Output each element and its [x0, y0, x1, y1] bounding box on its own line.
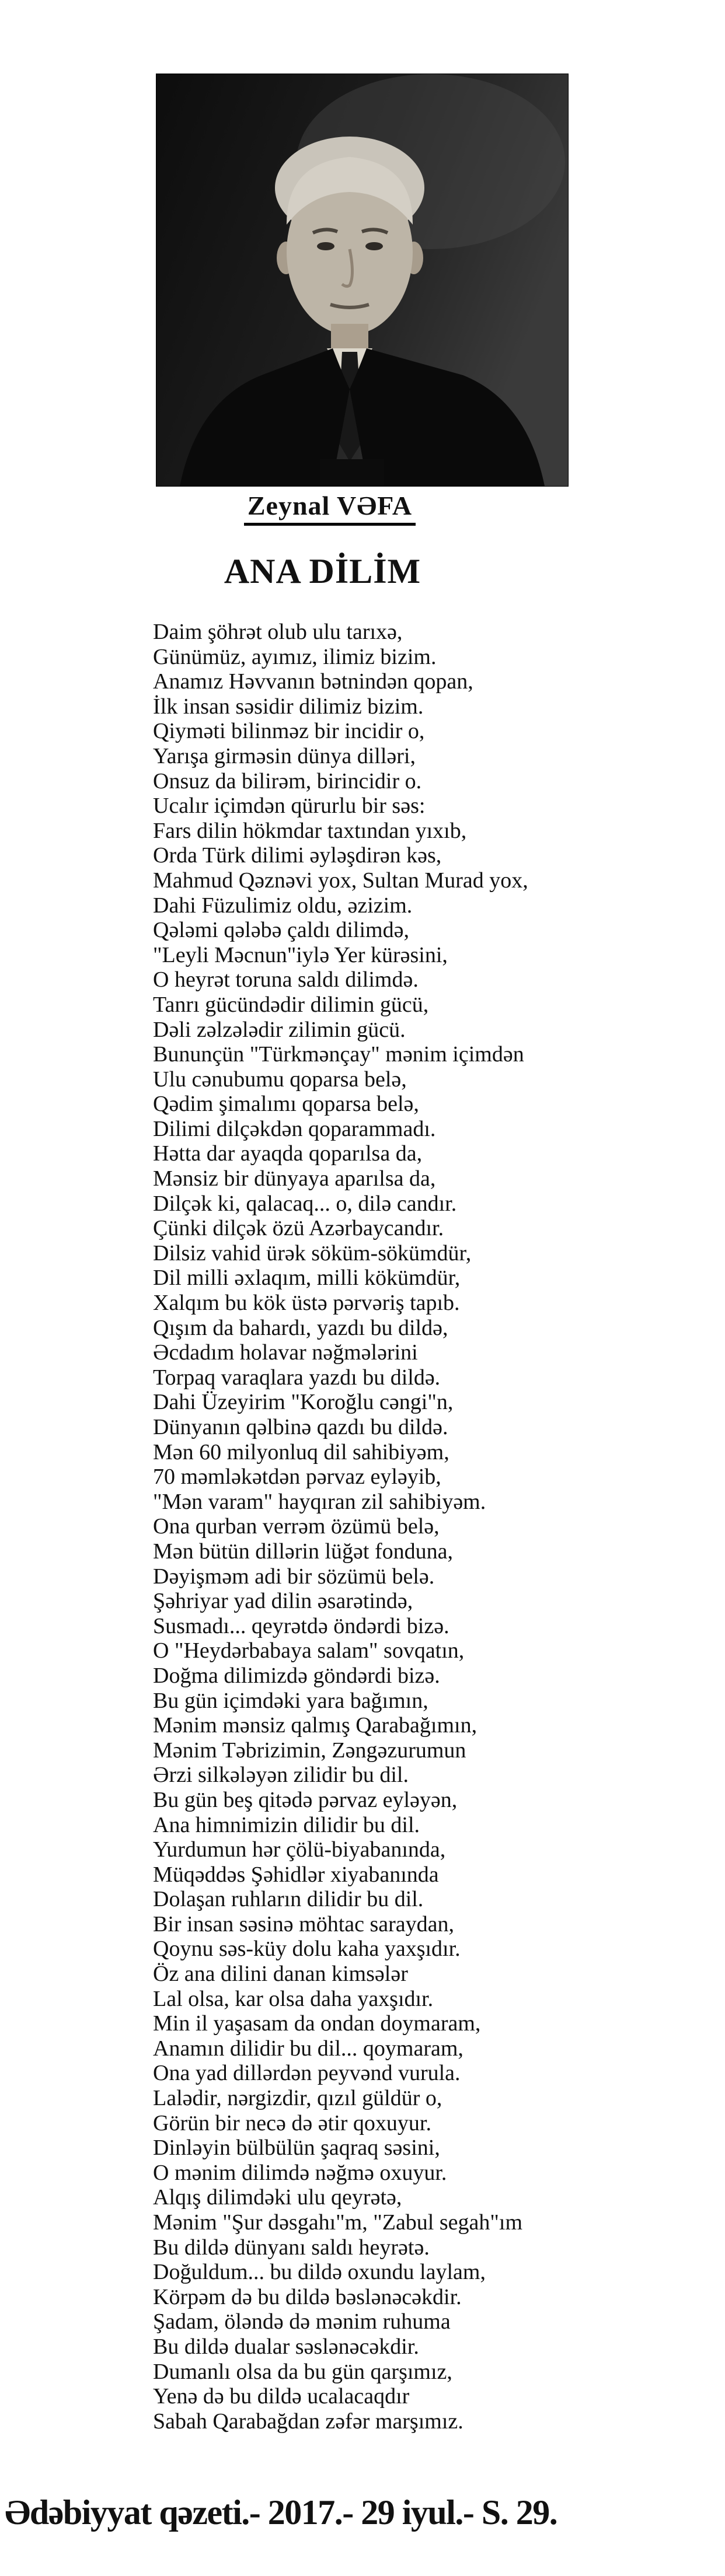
poem-line: "Leyli Məcnun"iylə Yer kürəsini,	[153, 942, 448, 967]
poem-line: Şəhriyar yad dilin əsarətində,	[153, 1589, 413, 1614]
poem-line: Mənim "Şur dəsgahı"m, "Zabul segah"ım	[153, 2210, 523, 2235]
poem-title: ANA DİLİM	[224, 552, 421, 590]
citation-footer: Ədəbiyyat qəzeti.- 2017.- 29 iyul.- S. 29.	[5, 2493, 557, 2532]
poem-line: Bu gün içimdəki yara bağımın,	[153, 1688, 428, 1713]
poem-line: Əcdadım holavar nəğmələrini	[153, 1340, 418, 1365]
poem-line: Dolaşan ruhların dilidir bu dil.	[153, 1887, 424, 1912]
poem-line: Lalədir, nərgizdir, qızıl güldür o,	[153, 2086, 442, 2111]
poem-line: Doğuldum... bu dildə oxundu laylam,	[153, 2260, 486, 2285]
poem-line: Yurdumun hər çölü-biyabanında,	[153, 1837, 446, 1862]
poem-line: O mənim dilimdə nəğmə oxuyur.	[153, 2160, 447, 2185]
poem-line: Günümüz, ayımız, ilimiz bizim.	[153, 644, 437, 669]
poem-line: Xalqım bu kök üstə pərvəriş tapıb.	[153, 1291, 460, 1316]
poem-line: Qədim şimalımı qoparsa belə,	[153, 1092, 419, 1117]
poem-line: Doğma dilimizdə göndərdi bizə.	[153, 1663, 440, 1688]
poem-line: Daim şöhrət olub ulu tarıxə,	[153, 620, 403, 644]
suit-center	[320, 459, 384, 486]
poem-line: Öz ana dilini danan kimsələr	[153, 1962, 408, 1987]
poem-line: Yarışa girməsin dünya dilləri,	[153, 743, 416, 768]
poem-line: "Mən varam" hayqıran zil sahibiyəm.	[153, 1489, 486, 1514]
poem-line: Tanrı gücündədir dilimin gücü,	[153, 992, 429, 1017]
poem-line: Mənim mənsiz qalmış Qarabağımın,	[153, 1713, 477, 1738]
poem-line: Ulu cənubumu qoparsa belə,	[153, 1067, 407, 1092]
poem-line: Onsuz da bilirəm, birincidir o.	[153, 768, 422, 794]
poem-line: Dilçək ki, qalacaq... o, dilə candır.	[153, 1191, 457, 1216]
poem-line: Qələmi qələbə çaldı dilimdə,	[153, 918, 409, 943]
poem-line: Dahi Füzulimiz oldu, əzizim.	[153, 893, 413, 918]
eye-right	[365, 242, 383, 250]
poem-line: Ərzi silkələyən zilidir bu dil.	[153, 1763, 409, 1788]
author-name-text: Zeynal VƏFA	[244, 490, 416, 526]
poem-line: Bu dildə dualar səslənəcəkdir.	[153, 2334, 419, 2359]
poem-line: Körpəm də bu dildə bəslənəcəkdir.	[153, 2284, 462, 2309]
poem-line: Çünki dilçək özü Azərbaycandır.	[153, 1216, 444, 1241]
poem-line: Qışım da bahardı, yazdı bu dildə,	[153, 1315, 448, 1340]
poem-line: Hətta dar ayaqda qoparılsa da,	[153, 1141, 423, 1166]
poem-line: Ana himnimizin dilidir bu dil.	[153, 1812, 420, 1837]
poem-line: Ucalır içimdən qürurlu bir səs:	[153, 794, 426, 819]
poem-line: Dünyanın qəlbinə qazdı bu dildə.	[153, 1415, 448, 1439]
author-name	[0, 490, 660, 526]
poem-body	[153, 620, 696, 2434]
poem-line: Mənim Təbrizimin, Zəngəzurumun	[153, 1738, 466, 1763]
poem-line: Fars dilin hökmdar taxtından yıxıb,	[153, 818, 467, 843]
poem-line: Bu dildə dünyanı saldı heyrətə.	[153, 2235, 430, 2260]
poem-line: Lal olsa, kar olsa daha yaxşıdır.	[153, 1986, 434, 2011]
poem-line: Alqış dilimdəki ulu qeyrətə,	[153, 2185, 402, 2210]
poem-line: Mənsiz bir dünyaya aparılsa da,	[153, 1166, 436, 1191]
poem-line: Qiyməti bilinməz bir incidir o,	[153, 719, 425, 744]
poem-line: Görün bir necə də ətir qoxuyur.	[153, 2110, 431, 2135]
poem-line: Torpaq varaqlara yazdı bu dildə.	[153, 1365, 441, 1390]
poem-line: Dumanlı olsa da bu gün qarşımız,	[153, 2359, 452, 2384]
poem-line: 70 məmləkətdən pərvaz eyləyib,	[153, 1464, 441, 1490]
poem-line: İlk insan səsidir dilimiz bizim.	[153, 694, 424, 719]
poem-line: Dahi Üzeyirim "Koroğlu cəngi"n,	[153, 1390, 454, 1415]
poem-line: Bu gün beş qitədə pərvaz eyləyən,	[153, 1787, 458, 1812]
eye-left	[317, 242, 334, 250]
poem-line: Müqəddəs Şəhidlər xiyabanında	[153, 1862, 439, 1887]
portrait-photo-placeholder	[156, 74, 568, 486]
poem-line: Dilimi dilçəkdən qoparammadı.	[153, 1116, 436, 1141]
poem-line: Susmadı... qeyrətdə öndərdi bizə.	[153, 1613, 449, 1638]
poem-line: Sabah Qarabağdan zəfər marşımız.	[153, 2409, 463, 2434]
poem-line: O heyrət toruna saldı dilimdə.	[153, 967, 419, 992]
poem-line: Yenə də bu dildə ucalacaqdır	[153, 2384, 410, 2409]
author-portrait-photo	[156, 74, 568, 486]
poem-line: Mahmud Qəznəvi yox, Sultan Murad yox,	[153, 868, 528, 893]
poem-line: Dəyişməm adi bir sözümü belə.	[153, 1564, 435, 1589]
poem-line: Dinləyin bülbülün şaqraq səsini,	[153, 2135, 440, 2161]
poem-line: Ona qurban verrəm özümü belə,	[153, 1514, 440, 1539]
poem-line: Şadam, öləndə də mənim ruhuma	[153, 2309, 451, 2334]
poem-line: Bir insan səsinə möhtac saraydan,	[153, 1911, 455, 1937]
poem-line: Orda Türk dilimi əyləşdirən kəs,	[153, 843, 442, 868]
poem-line: Qoynu səs-küy dolu kaha yaxşıdır.	[153, 1937, 461, 1962]
poem-line: Anamın dilidir bu dil... qoymaram,	[153, 2036, 463, 2061]
poem-line: Min il yaşasam da ondan doymaram,	[153, 2011, 481, 2036]
poem-line: Anamız Həvvanın bətnindən qopan,	[153, 669, 473, 694]
poem-line: Dil milli əxlaqım, milli kökümdür,	[153, 1266, 461, 1291]
poem-line: Bununçün "Türkmənçay" mənim içimdən	[153, 1042, 524, 1067]
poem-line: Dilsiz vahid ürək söküm-sökümdür,	[153, 1240, 472, 1266]
poem-line: Ona yad dillərdən peyvənd vurula.	[153, 2061, 461, 2086]
poem-line: O "Heydərbabaya salam" sovqatın,	[153, 1638, 465, 1663]
poem-line: Mən bütün dillərin lüğət fonduna,	[153, 1539, 453, 1564]
poem-line: Dəli zəlzələdir zilimin gücü.	[153, 1017, 406, 1042]
poem-line: Mən 60 milyonluq dil sahibiyəm,	[153, 1439, 449, 1464]
